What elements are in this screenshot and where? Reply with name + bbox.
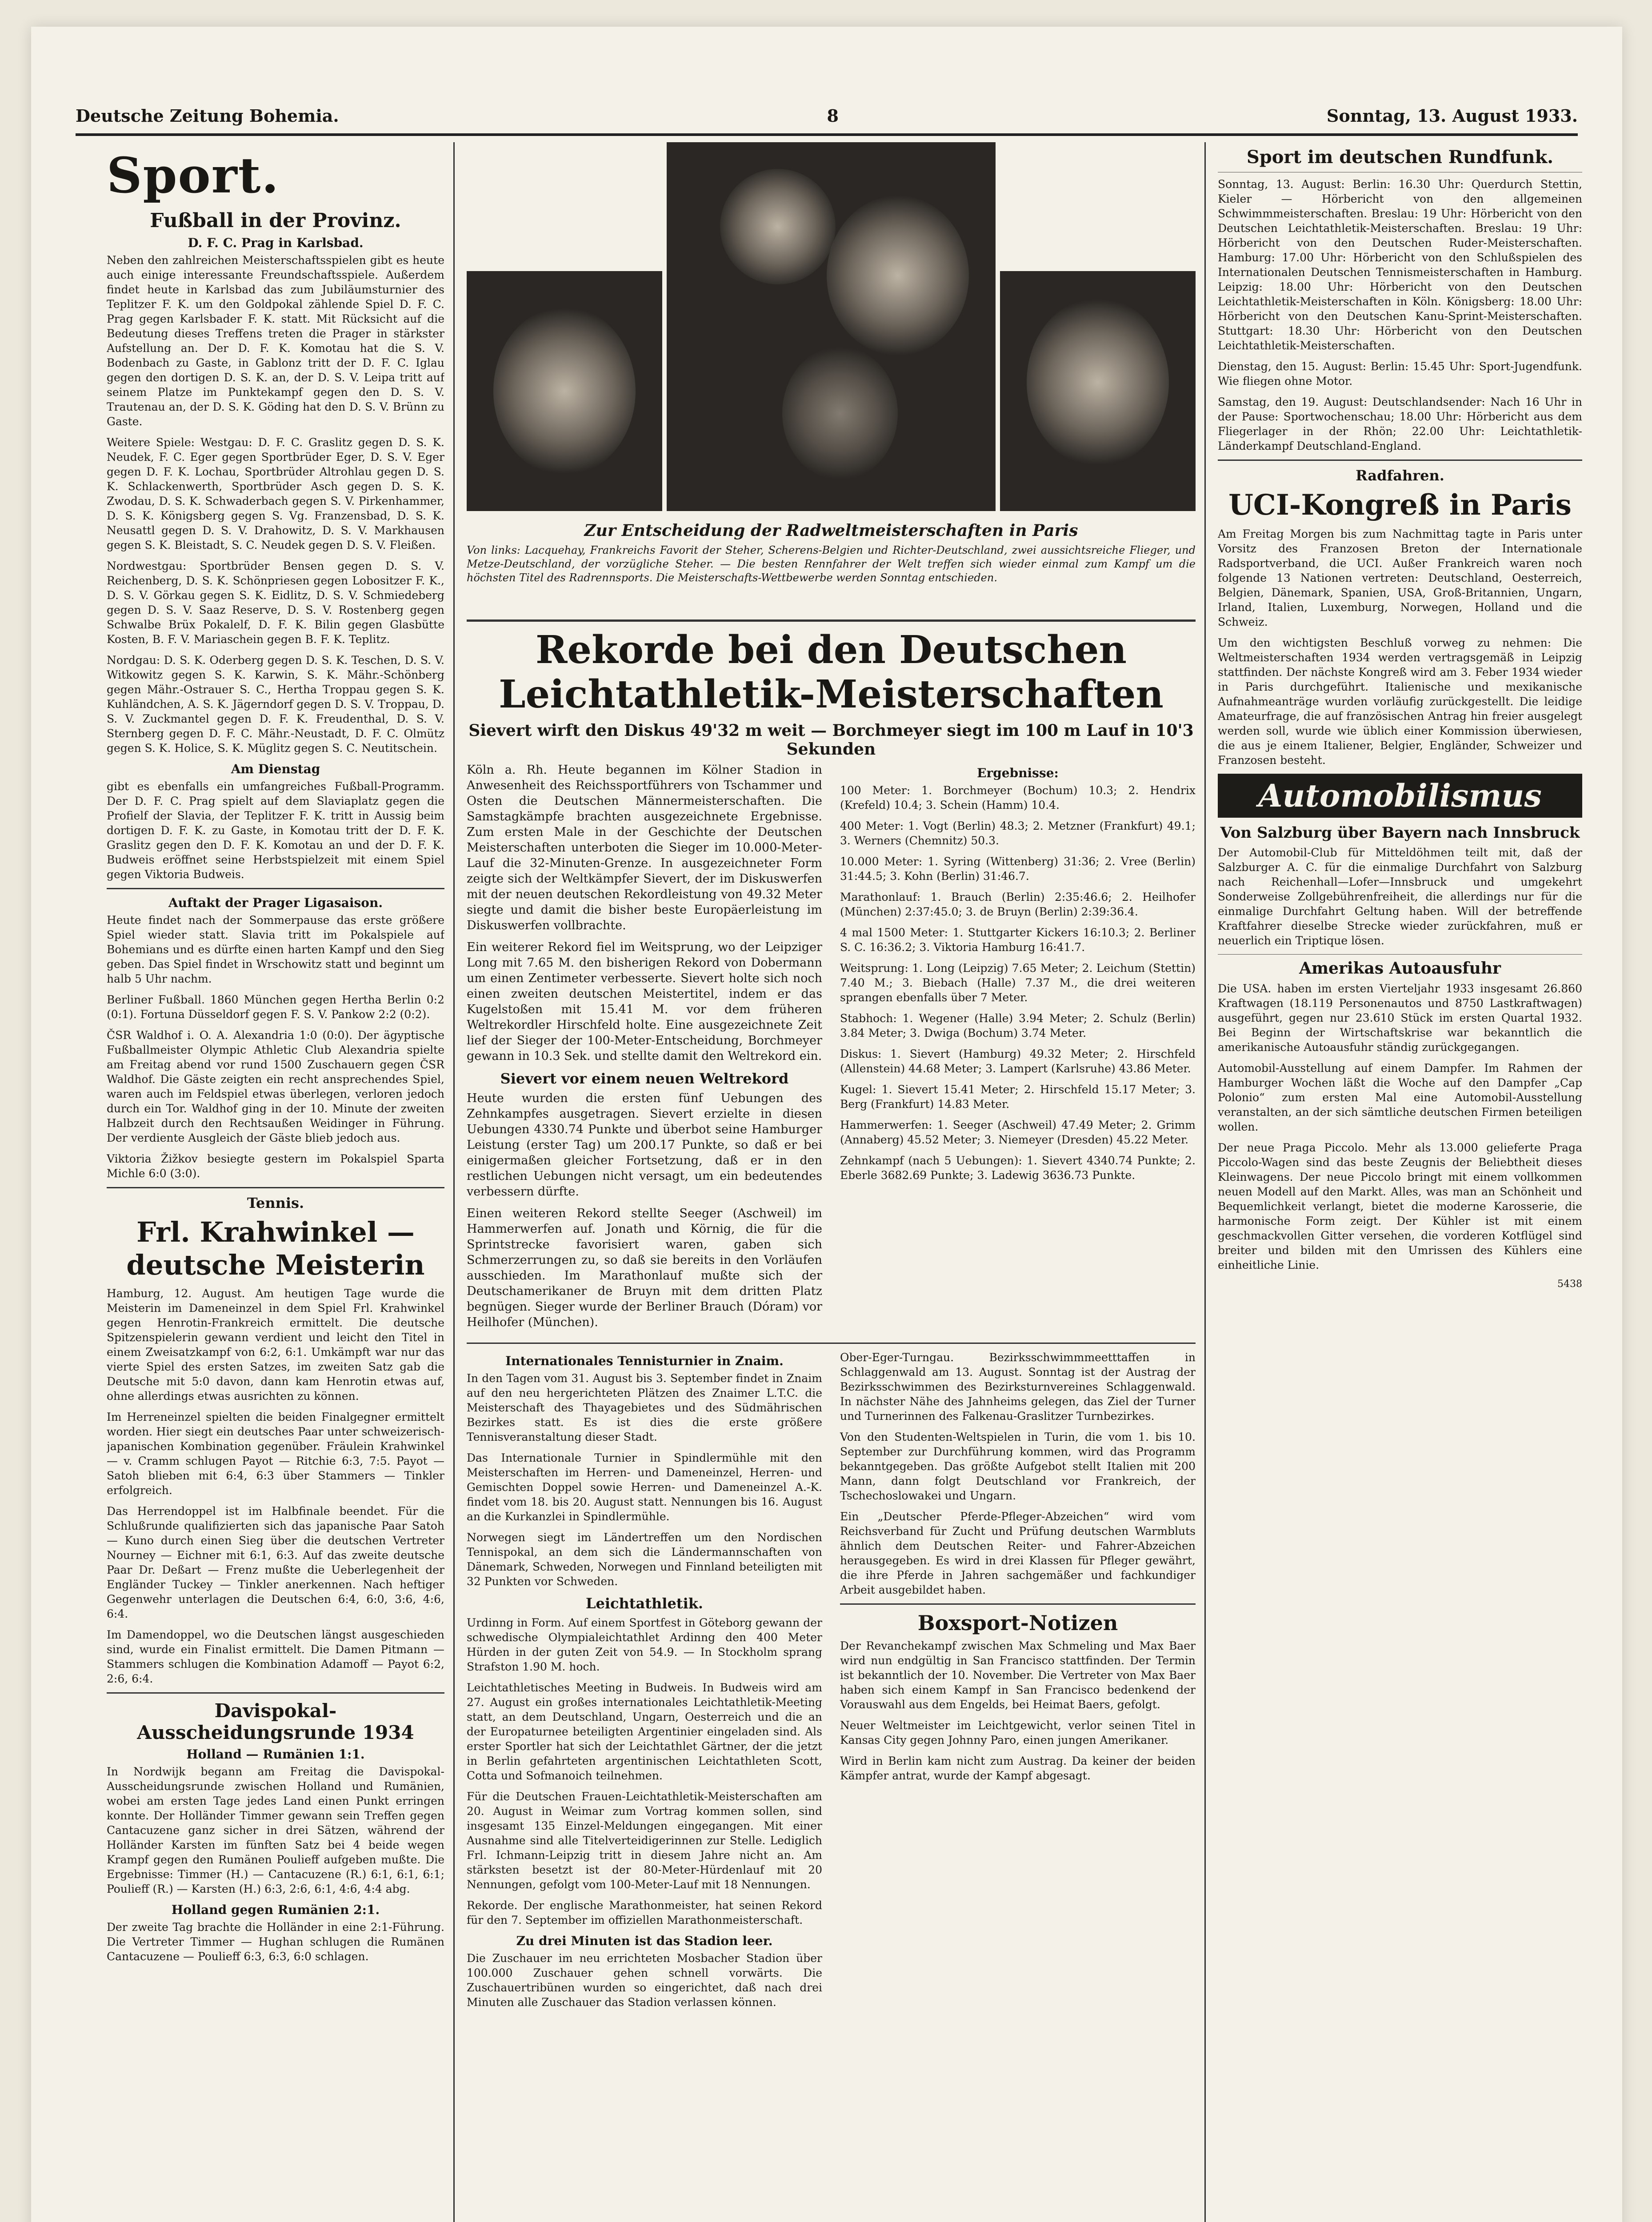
subhead-karlsbad: D. F. C. Prag in Karlsbad.	[188, 236, 364, 250]
headline-krahwinkel: Frl. Krahwinkel — deutsche Meisterin	[126, 1216, 425, 1281]
article-text: Der Automobil-Club für Mitteldöhmen teilt mit, daß der Salzburger A. C. für die einmalige Durchfahrt von Salzburg nach Reichenhall—Lofer—Innsbruck und umgekehrt Sonderweise Zollgebührenfreiheit, die allerdings nur für die einmalige Durchfahrt Geltung haben. Will der betreffende Kraftfahrer dieselbe Strecke wieder zurückfahren, muß er neuerlich ein Triptique lösen.	[1218, 846, 1582, 947]
headline-davispokal: Davispokal-Ausscheidungsrunde 1934	[137, 1700, 414, 1743]
divider	[107, 1187, 444, 1188]
result-item: Stabhoch: 1. Wegener (Halle) 3.94 Meter; 2. Schulz (Berlin) 3.84 Meter; 3. Dwiga (Bochum) 3.74 Meter.	[840, 1012, 1196, 1039]
photo-caption-title: Zur Entscheidung der Radweltmeisterschaften in Paris	[584, 521, 1078, 540]
article-text: Für die Deutschen Frauen-Leichtathletik-Meisterschaften am 20. August in Weimar zum Vortrag kommen sollen, sind insgesamt 135 Einzel-Meldungen eingegangen. Mit einer Ausnahme sind alle Titelverteidigerinnen zur Stelle. Lediglich Frl. Ichmann-Leipzig tritt in diesem Jahre nicht an. Am stärksten besetzt ist der 80-Meter-Hürdenlauf mit 20 Nennungen, gefolgt vom 100-Meter-Lauf mit 18 Nennungen.	[467, 1790, 822, 1891]
photo-caption-text: Von links: Lacquehay, Frankreichs Favorit der Steher, Scherens-Belgien und Richter-Deutschland, zwei aussichtsreiche Flieger, und Metze-Deutschland, der vorzügliche Steher. — Die besten Rennfahrer der Welt treffen sich wieder einmal zum Kampf um die höchsten Titel des Radrennsports. Die Meisterschafts-Wettbewerbe werden Sonntag entschieden.	[467, 544, 1196, 584]
results-list	[840, 762, 1196, 1336]
article-text: Ein „Deutscher Pferde-Pfleger-Abzeichen“ wird vom Reichsverband für Zucht und Prüfung deutschen Warmbluts ähnlich dem Deutschen Reiter- und Fahrer-Abzeichen herausgegeben. Es wird in drei Klassen für Pfleger gewährt, die ihre Pferde in Jahren sachgemäßer und fachkundiger Arbeit ausgebildet haben.	[840, 1510, 1196, 1596]
article-text: Heute findet nach der Sommerpause das erste größere Spiel wieder statt. Slavia tritt im Pokalspiele auf Bohemians und es dürfte einen harten Kampf und den Sieg geben. Das Spiel findet in Wrschowitz statt und beginnt um halb 5 Uhr nachm.	[107, 914, 444, 985]
result-item: 400 Meter: 1. Vogt (Berlin) 48.3; 2. Metzner (Frankfurt) 49.1; 3. Werners (Chemnitz) 50.3.	[840, 819, 1196, 847]
article-text: Viktoria Žižkov besiegte gestern im Pokalspiel Sparta Michle 6:0 (3:0).	[107, 1152, 444, 1180]
article-text: Rekorde. Der englische Marathonmeister, hat seinen Rekord für den 7. September im offiziellen Marathonmeisterschaft.	[467, 1899, 822, 1926]
article-text: Ober-Eger-Turngau. Bezirksschwimmmeetttaffen in Schlaggenwald am 13. August. Sonntag ist der Austrag der Bezirksschwimmen des Bezirksturnvereines Schlaggenwald. In nächster Nähe des Jahnheims gelegen, das Ziel der Turner und Turnerinnen des Falkenau-Graslitzer Turnbezirkes.	[840, 1351, 1196, 1423]
divider	[1218, 954, 1582, 955]
article-text: Nordwestgau: Sportbrüder Bensen gegen D. S. V. Reichenberg, D. S. K. Schönpriesen gegen Lobositzer F. K., D. S. V. Görkau gegen S. K. Eidlitz, D. S. V. Schmiedeberg gegen D. S. V. Saaz Reserve, D. S. V. Rostenberg gegen Schwalbe Brüx Pokalelf, D. F. K. Bilin gegen Glasbütte Kosten, B. F. V. Mariaschein gegen B. F. K. Teplitz.	[107, 559, 444, 646]
headline-amerika: Amerikas Autoausfuhr	[1299, 959, 1501, 978]
subhead-sievert: Sievert wirft den Diskus 49'32 m weit — Borchmeyer siegt im 100 m Lauf in 10'3 Sekunden	[468, 721, 1194, 759]
result-item: 100 Meter: 1. Borchmeyer (Bochum) 10.3; 2. Hendrix (Krefeld) 10.4; 3. Schein (Hamm) 10.4.	[840, 784, 1196, 811]
subhead-leichtathletik: Leichtathletik.	[585, 1595, 704, 1612]
article-text: In den Tagen vom 31. August bis 3. September findet in Znaim auf den neu hergerichteten Plätzen des Znaimer L.T.C. die Meisterschaft des Thayagebietes und des Südmährischen Bezirkes statt. Es ist dies die erste größere Tennisveranstaltung dieser Stadt.	[467, 1372, 822, 1443]
article-text: Ein weiterer Rekord fiel im Weitsprung, wo der Leipziger Long mit 7.65 M. den bisherigen Rekord von Dobermann um einen Zentimeter verbesserte. Sievert holte sich noch einen zweiten deutschen Meistertitel, indem er das Kugelstoßen mit 15.41 M. vor dem früheren Weltrekordler Hirschfeld holte. Eine ausgezeichnete Zeit lief der Sieger der 100-Meter-Entscheidung, Borchmeyer gewann in 10.3 Sek. und stellte damit den Weltrekord ein.	[467, 940, 822, 1063]
section-title-sport: Sport.	[107, 147, 280, 204]
article-text: Am Freitag Morgen bis zum Nachmittag tagte in Paris unter Vorsitz des Franzosen Breton der Internationale Radsportverband, die UCI. Außer Frankreich waren noch folgende 13 Nationen vertreten: Deutschland, Oesterreich, Belgien, Dänemark, Spanien, USA, Groß-Britannien, Ungarn, Irland, Italien, Luxemburg, Norwegen, Holland und die Schweiz.	[1218, 528, 1582, 628]
subhead-dienstag: Am Dienstag	[231, 762, 320, 776]
headline-boxsport: Boxsport-Notizen	[917, 1611, 1118, 1635]
article-text: Von den Studenten-Weltspielen in Turin, die vom 1. bis 10. September zur Durchführung kommen, wird das Programm bekanntgegeben. Das größte Aufgebot stellt Italien mit 200 Mann, dann folgt Deutschland vor Frankreich, der Tschechoslowakei und Ungarn.	[840, 1431, 1196, 1502]
page-number: 8	[827, 105, 839, 126]
article-text: Wird in Berlin kam nicht zum Austrag. Da keiner der beiden Kämpfer antrat, wurde der Kampf abgesagt.	[840, 1754, 1196, 1782]
section-banner-automobilismus: Automobilismus	[1218, 774, 1582, 818]
subhead-liga: Auftakt der Prager Ligasaison.	[168, 895, 383, 910]
result-item: Hammerwerfen: 1. Seeger (Aschweil) 47.49 Meter; 2. Grimm (Annaberg) 45.52 Meter; 3. Niemeyer (Dresden) 45.22 Meter.	[840, 1119, 1196, 1146]
column-center	[467, 142, 1196, 2222]
article-text: Berliner Fußball. 1860 München gegen Hertha Berlin 0:2 (0:1). Fortuna Düsseldorf gegen F. S. V. Pankow 2:2 (0:2).	[107, 993, 444, 1021]
headline-rundfunk: Sport im deutschen Rundfunk.	[1246, 147, 1554, 168]
article-text: Im Damendoppel, wo die Deutschen längst ausgeschieden sind, wurde ein Finalist ermittelt. Die Damen Pitmann — Stammers schlugen die Kombination Adamoff — Payot 6:2, 2:6, 6:4.	[107, 1628, 444, 1685]
running-head	[76, 102, 1578, 129]
subhead-stadion: Zu drei Minuten ist das Stadion leer.	[516, 1934, 773, 1948]
section-label-tennis: Tennis.	[247, 1195, 304, 1211]
headline-fussball: Fußball in der Provinz.	[150, 209, 401, 232]
photo-caption-block	[467, 518, 1196, 585]
article-text: Samstag, den 19. August: Deutschlandsender: Nach 16 Uhr in der Pause: Sportwochenschau; 18.00 Uhr: Hörbericht aus dem Fliegerlager in der Rhön; 22.00 Uhr: Leichtathletik-Länderkampf Deutschland-England.	[1218, 396, 1582, 452]
subhead-znaim: Internationales Tennisturnier in Znaim.	[505, 1354, 784, 1368]
divider	[107, 888, 444, 889]
article-text: Neuer Weltmeister im Leichtgewicht, verlor seinen Titel in Kansas City gegen Johnny Paro, einen jungen Amerikaner.	[840, 1719, 1196, 1746]
article-text: Das Herrendoppel ist im Halbfinale beendet. Für die Schlußrunde qualifizierten sich das japanische Paar Satoh — Kuno durch einen Sieg über die deutschen Vertreter Nourney — Eichner mit 6:1, 6:3. Auf das zweite deutsche Paar Dr. Deßart — Frenz mußte die Ueberlegenheit der Engländer Tuckey — Tinkler anerkennen. Nach heftiger Gegenwehr unterlagen die Deutschen 6:4, 6:0, 3:6, 4:6, 6:4.	[107, 1505, 444, 1620]
article-text: Leichtathletisches Meeting in Budweis. In Budweis wird am 27. August ein großes internationales Leichtathletik-Meeting statt, an dem Deutschland, Ungarn, Oesterreich und die an der Europaturnee beteiligten Argentinier eingeladen sind. Als erster Sportler hat sich der Leichtathlet Gärtner, der die jetzt in Berlin gefahrteten argentinischen Leichtathleten Scott, Cotta und Sofmanoich teilnehmen.	[467, 1681, 822, 1782]
subhead-holland-rumaenien-2: Holland gegen Rumänien 2:1.	[171, 1902, 380, 1917]
article-text: Um den wichtigsten Beschluß vorweg zu nehmen: Die Weltmeisterschaften 1934 werden vertragsgemäß in Leipzig stattfinden. Der nächste Kongreß wird am 3. Feber 1934 wieder in Paris durchgeführt. Italienische und mexikanische Aufnahmeanträge wurden vorläufig zurückgestellt. Die leidige Amateurfrage, die auf französischen Antrag hin freier ausgelegt werden soll, wurde wie üblich einer Kommission überwiesen, die aus je einem Italiener, Belgier, Engländer, Schweizer und Franzosen besteht.	[1218, 636, 1582, 767]
issue-date: Sonntag, 13. August 1933.	[1326, 105, 1578, 126]
result-item: 4 mal 1500 Meter: 1. Stuttgarter Kickers 16:10.3; 2. Berliner S. C. 16:36.2; 3. Viktoria Hamburg 16:41.7.	[840, 926, 1196, 954]
article-text: Weitere Spiele: Westgau: D. F. C. Graslitz gegen D. S. K. Neudek, F. C. Eger gegen Sportbrüder Eger, D. S. V. Eger gegen D. F. K. Lochau, Sportbrüder Altrohlau gegen D. S. K. Schlackenwerth, Sportbrüder Asch gegen D. S. K. Zwodau, D. S. K. Schwaderbach gegen S. V. Pirkenhammer, D. S. K. Königsberg gegen S. Vg. Franzensbad, D. S. K. Neusattl gegen D. S. V. Drahowitz, D. S. V. Markhausen gegen S. K. Bleistadt, S. C. Neudek gegen D. S. V. Fleißen.	[107, 436, 444, 552]
headline-uci: UCI-Kongreß in Paris	[1228, 488, 1572, 522]
article-text: Automobil-Ausstellung auf einem Dampfer. Im Rahmen der Hamburger Wochen läßt die Woche auf den Dampfer „Cap Polonio“ zum ersten Mal eine Automobil-Ausstellung veranstalten, an der sich sämtliche deutschen Firmen beteiligen wollen.	[1218, 1062, 1582, 1133]
article-text: Die Zuschauer im neu errichteten Mosbacher Stadion über 100.000 Zuschauer gehen schnell vorwärts. Die Zuschauertribünen wurden so eingerichtet, daß nach drei Minuten alle Zuschauer das Stadion verlassen können.	[467, 1952, 822, 2009]
column-rule	[1204, 142, 1206, 2222]
article-text: Heute wurden die ersten fünf Uebungen des Zehnkampfes ausgetragen. Sievert erzielte in diesen Uebungen 4330.74 Punkte und überbot seine Hamburger Leistung (erster Tag) um 200.17 Punkte, so daß er bei einigermaßen gleicher Fortsetzung, daß er in den restlichen Uebungen nicht versagt, um ein bedeutendes verbessern dürfte.	[467, 1091, 822, 1199]
photo-cyclists	[667, 142, 996, 511]
article-text: Norwegen siegt im Ländertreffen um den Nordischen Tennispokal, an dem sich die Ländermannschaften von Dänemark, Schweden, Norwegen und Finnland beteiligten mit 32 Punkten vor Schweden.	[467, 1531, 822, 1588]
result-item: Zehnkampf (nach 5 Uebungen): 1. Sievert 4340.74 Punkte; 2. Eberle 3682.69 Punkte; 3. Ladewig 3636.73 Punkte.	[840, 1154, 1196, 1182]
article-text: Der Revanchekampf zwischen Max Schmeling und Max Baer wird nun endgültig in San Francisco stattfinden. Der Termin ist bekanntlich der 10. November. Die Vertreter von Max Baer haben sich einem Kampf in San Francisco bedenkend der Vorauswahl aus dem Engelds, bei Heimat Baers, gefolgt.	[840, 1639, 1196, 1711]
article-text: Der zweite Tag brachte die Holländer in eine 2:1-Führung. Die Vertreter Timmer — Hughan schlugen die Rumänen Cantacuzene — Poulieff 6:3, 6:3, 6:0 schlagen.	[107, 1921, 444, 1963]
results-title: Ergebnisse:	[977, 766, 1059, 780]
result-item: Diskus: 1. Sievert (Hamburg) 49.32 Meter; 2. Hirschfeld (Allenstein) 44.68 Meter; 3. Lampert (Karlsruhe) 43.86 Meter.	[840, 1047, 1196, 1075]
article-text: Neben den zahlreichen Meisterschaftsspielen gibt es heute auch einige interessante Freundschaftsspiele. Außerdem findet heute in Karlsbad das zum Jubiläumsturnier des Teplitzer F. K. um den Goldpokal zählende Spiel D. F. C. Prag gegen Karlsbader F. K. statt. Mit Rücksicht auf die Bedeutung dieses Treffens treten die Prager in stärkster Aufstellung an. Der D. F. K. Komotau hat die S. V. Bodenbach zu Gaste, in Gablonz tritt der D. F. C. Iglau gegen den dortigen D. S. K. an, der D. S. V. Leipa tritt auf seinem Platze im Punktekampf gegen den D. S. V. Trautenau an, der D. S. K. Göding hat den D. S. V. Brünn zu Gaste.	[107, 254, 444, 428]
result-item: Kugel: 1. Sievert 15.41 Meter; 2. Hirschfeld 15.17 Meter; 3. Berg (Frankfurt) 14.83 Meter.	[840, 1083, 1196, 1111]
article-text: Die USA. haben im ersten Vierteljahr 1933 insgesamt 26.860 Kraftwagen (18.119 Personenautos und 8750 Lastkraftwagen) ausgeführt, gegen nur 23.610 Stück im ersten Quartal 1932. Bei Beginn der Wirtschaftskrise war bekanntlich die amerikanische Autoausfuhr ständig zurückgegangen.	[1218, 982, 1582, 1054]
column-left	[107, 142, 444, 2222]
divider	[840, 1603, 1196, 1605]
photo-portrait-left	[467, 271, 662, 511]
column-right	[1218, 142, 1582, 2222]
header-rule	[76, 133, 1578, 136]
article-text: ČSR Waldhof i. O. A. Alexandria 1:0 (0:0). Der ägyptische Fußballmeister Olympic Athletic Club Alexandria spielte am Freitag abend vor rund 1500 Zuschauern gegen ČSR Waldhof. Die Gäste zeigten ein recht ansprechendes Spiel, waren auch im Feldspiel etwas überlegen, verloren jedoch durch ein Tor. Waldhof ging in der 10. Minute der zweiten Halbzeit durch den Rechtsaußen Weidinger in Führung. Der verdiente Ausgleich der Gäste blieb jedoch aus.	[107, 1029, 444, 1144]
article-text: Sonntag, 13. August: Berlin: 16.30 Uhr: Querdurch Stettin, Kieler — Hörbericht von den allgemeinen Schwimmmeisterschaften. Breslau: 19 Uhr: Hörbericht von den Deutschen Leichtathletik-Meisterschaften. Breslau: 19 Uhr: Hörbericht von den Deutschen Ruder-Meisterschaften. Hamburg: 17.00 Uhr: Hörbericht von den Schlußspielen des Internationalen Deutschen Tennismeisterschaften in Hamburg. Leipzig: 18.00 Uhr: Hörbericht von den Deutschen Leichtathletik-Meisterschaften in Köln. Königsberg: 18.00 Uhr: Hörbericht von den Deutschen Kanu-Sprint-Meisterschaften. Stuttgart: 18.30 Uhr: Hörbericht von den Deutschen Leichtathletik-Meisterschaften.	[1218, 178, 1582, 352]
article-text: Dienstag, den 15. August: Berlin: 15.45 Uhr: Sport-Jugendfunk. Wie fliegen ohne Motor.	[1218, 360, 1582, 388]
divider	[467, 619, 1196, 622]
news-two-columns	[467, 1350, 1196, 2016]
article-text: Der neue Praga Piccolo. Mehr als 13.000 gelieferte Praga Piccolo-Wagen sind das beste Zeugnis der Beliebtheit dieses Kleinwagens. Der neue Piccolo bringt mit einem vollkommen neuen Modell auf den Markt. Alles, was man an Schönheit und Bequemlichkeit verlangt, bietet die moderne Karosserie, die harmonische Form zeigt. Der Kühler ist mit einem geschmackvollen Gitter versehen, die vorderen Kotflügel sind breiter und bilden mit den Umrissen des Kühlers eine einheitliche Linie.	[1218, 1141, 1582, 1271]
paper-name: Deutsche Zeitung Bohemia.	[76, 105, 339, 126]
subhead-weltrekord: Sievert vor einem neuen Weltrekord	[500, 1070, 789, 1087]
photo-portrait-right	[1000, 271, 1196, 511]
article-text: Einen weiteren Rekord stellte Seeger (Aschweil) im Hammerwerfen auf. Jonath und Körnig, die für die Sprintstrecke favorisiert waren, gaben sich Schmerzerrungen zu, so daß sie bereits in den Vorläufen ausschieden. Im Marathonlauf mußte sich der Deutschamerikaner de Bruyn mit dem dritten Platz begnügen. Sieger wurde der Berliner Brauch (Dóram) vor Heilhofer (München).	[467, 1207, 822, 1329]
result-item: Marathonlauf: 1. Brauch (Berlin) 2:35:46.6; 2. Heilhofer (München) 2:37:45.0; 3. de Bruyn (Berlin) 2:39:36.4.	[840, 891, 1196, 918]
article-text: Das Internationale Turnier in Spindlermühle mit den Meisterschaften im Herren- und Dameneinzel, Herren- und Gemischten Doppel sowie Herren- und Dameneinzel A.-K. findet vom 18. bis 20. August statt. Nennungen bis 16. August an die Kurkanzlei in Spindlermühle.	[467, 1451, 822, 1523]
page-end-mark: 5438	[1557, 1279, 1582, 1290]
article-text: Hamburg, 12. August. Am heutigen Tage wurde die Meisterin im Dameneinzel in dem Spiel Frl. Krahwinkel gegen Henrotin-Frankreich ermittelt. Die deutsche Spitzenspielerin gewann verdient und leicht den Titel in einem Zweisatzkampf von 6:2, 6:1. Umkämpft war nur das vierte Spiel des ersten Satzes, im zweiten Satz gab die Deutsche mit 5:0 davon, dann kam Henrotin etwas auf, ohne allerdings etwas ausrichten zu können.	[107, 1287, 444, 1403]
divider	[107, 1692, 444, 1694]
divider	[1218, 460, 1582, 461]
column-rule	[453, 142, 455, 2222]
article-text: Im Herreneinzel spielten die beiden Finalgegner ermittelt worden. Hier siegt ein deutsches Paar unter schweizerisch-japanischen Kombination gegenüber. Fräulein Krahwinkel — v. Cramm schlugen Payot — Ritchie 6:3, 7:5. Payot — Satoh blieben mit 6:4, 6:3 über Stammers — Tinkler erfolgreich.	[107, 1411, 444, 1497]
article-two-columns	[467, 762, 1196, 1336]
article-text: Köln a. Rh. Heute begannen im Kölner Stadion in Anwesenheit des Reichssportführers von Tschammer und Osten die Deutschen Männermeisterschaften. Die Samstagkämpfe brachten ausgezeichnete Ergebnisse. Zum ersten Male in der Geschichte der Deutschen Meisterschaften unterboten die Sieger im 10.000-Meter-Lauf die 32-Minuten-Grenze. In ausgezeichneter Form zeigte sich der Weltkämpfer Sievert, der im Diskuswerfen mit der neuen deutschen Rekordleistung von 49.32 Meter siegte und damit die bisher beste Europäerleistung im Diskuswerfen vollbrachte.	[467, 763, 822, 932]
article-text: In Nordwijk begann am Freitag die Davispokal-Ausscheidungsrunde zwischen Holland und Rumänien, wobei am ersten Tage jedes Land einen Punkt erringen konnte. Der Holländer Timmer gewann sein Treffen gegen Cantacuzene ganz sicher in drei Sätzen, während der Holländer Karsten im fünften Satz bei 4 beide wegen Krampf gegen den Rumänen Poulieff aufgeben mußte. Die Ergebnisse: Timmer (H.) — Cantacuzene (R.) 6:1, 6:1, 6:1; Poulieff (R.) — Karsten (H.) 6:3, 2:6, 6:1, 4:6, 4:4 abg.	[107, 1765, 444, 1895]
article-text: Urdinng in Form. Auf einem Sportfest in Göteborg gewann der schwedische Olympialeichtathlet Ardinng den 400 Meter Hürden in der guten Zeit von 54.9. — In Stockholm sprang Strafston 1.90 M. hoch.	[467, 1616, 822, 1673]
result-item: Weitsprung: 1. Long (Leipzig) 7.65 Meter; 2. Leichum (Stettin) 7.40 M.; 3. Biebach (Halle) 7.37 M., die drei weiteren sprangen ebenfalls über 7 Meter.	[840, 962, 1196, 1004]
headline-salzburg: Von Salzburg über Bayern nach Innsbruck	[1220, 824, 1580, 842]
photo-strip	[467, 142, 1196, 613]
result-item: 10.000 Meter: 1. Syring (Wittenberg) 31:36; 2. Vree (Berlin) 31:44.5; 3. Kohn (Berlin) 31:46.7.	[840, 855, 1196, 883]
headline-leichtathletik: Rekorde bei den Deutschen Leichtathletik-Meisterschaften	[499, 627, 1164, 717]
divider	[467, 1343, 1196, 1344]
article-text: Nordgau: D. S. K. Oderberg gegen D. S. K. Teschen, D. S. V. Witkowitz gegen S. K. Karwin, S. K. Mähr.-Schönberg gegen Mähr.-Ostrauer S. C., Hertha Troppau gegen S. K. Kuhländchen, A. S. K. Jägerndorf gegen D. S. V. Troppau, D. S. V. Zuckmantel gegen D. F. K. Freudenthal, D. S. V. Sternberg gegen D. F. C. Mähr.-Neustadt, D. F. C. Olmütz gegen S. K. Holice, S. K. Müglitz gegen S. C. Neutitschein.	[107, 654, 444, 755]
subhead-holland-rumaenien: Holland — Rumänien 1:1.	[186, 1747, 365, 1762]
article-text: gibt es ebenfalls ein umfangreiches Fußball-Programm. Der D. F. C. Prag spielt auf dem Slaviaplatz gegen die Profielf der Slavia, der Teplitzer F. K. tritt in Aussig beim dortigen D. F. K. zu Gaste, in Komotau tritt der D. F. K. Graslitz gegen den D. F. K. Komotau an und der D. F. K. Budweis eröffnet seine Herbstspielzeit mit einem Spiel gegen Viktoria Budweis.	[107, 780, 444, 881]
section-label-radfahren: Radfahren.	[1356, 467, 1444, 484]
